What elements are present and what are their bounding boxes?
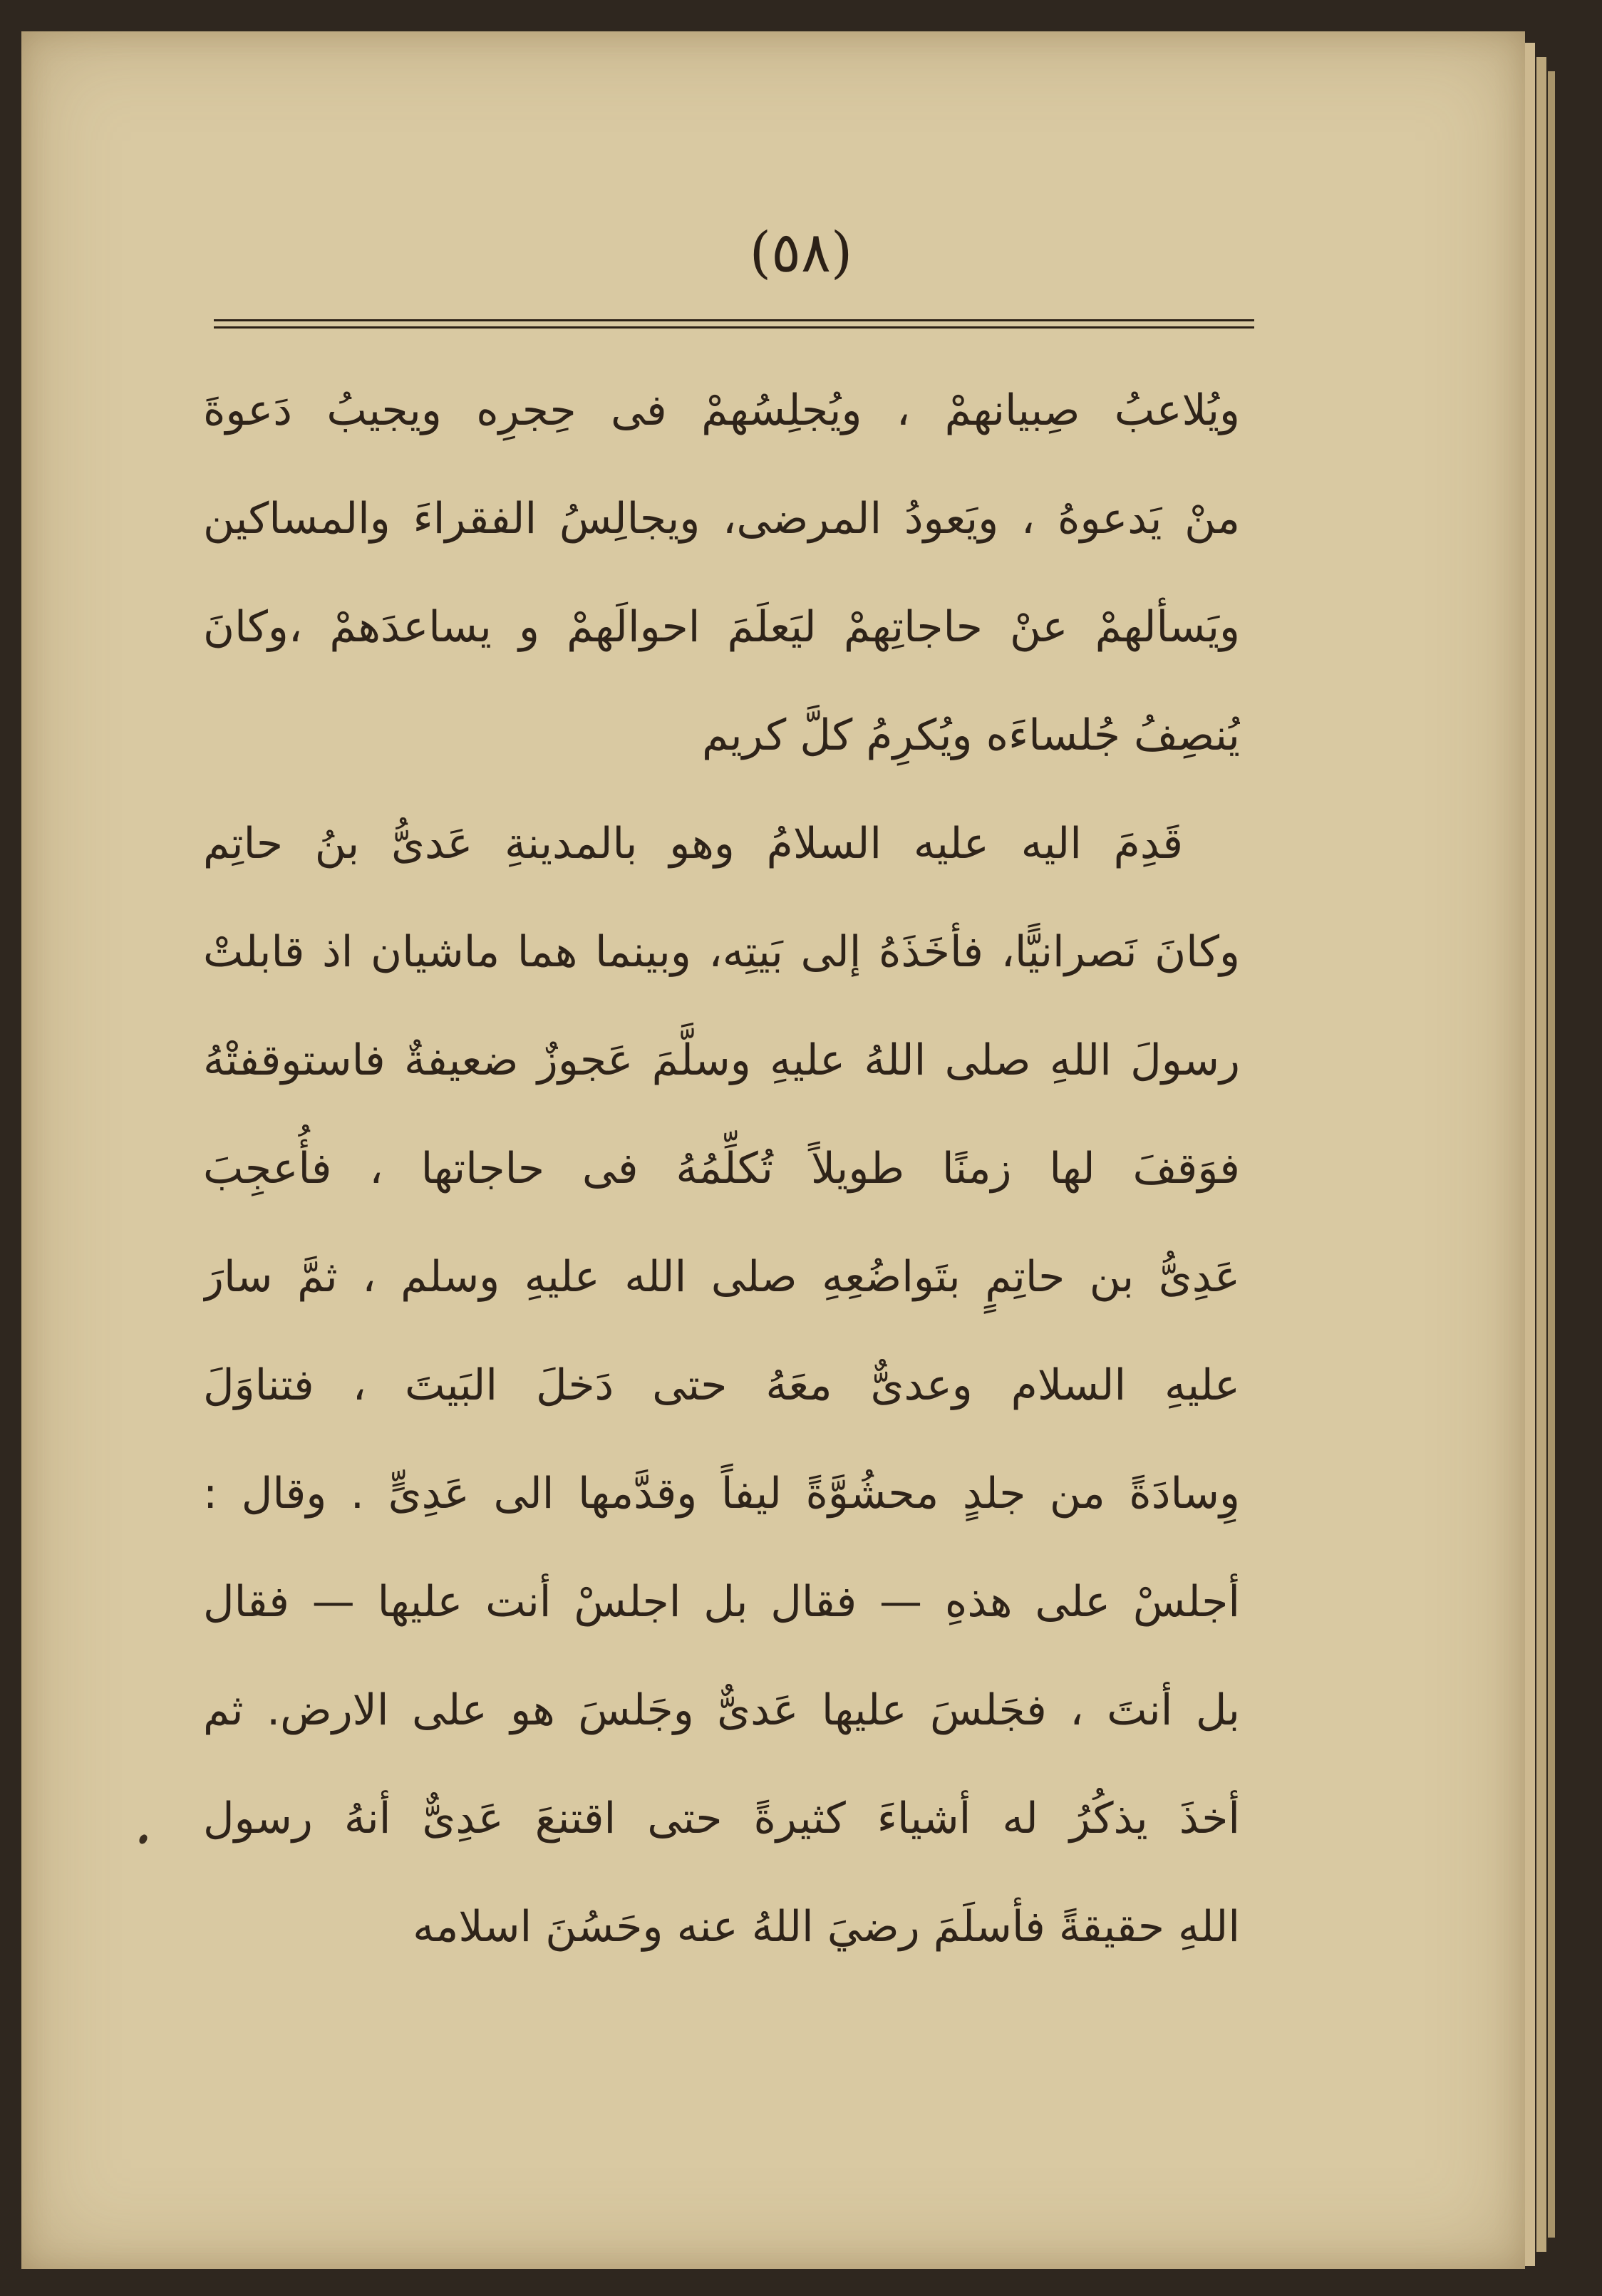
text-line: عَدِىُّ بن حاتِمٍ بتَواضُعِهِ صلى الله عليهِ وسلم ، ثمَّ سارَ <box>203 1252 1240 1302</box>
text-line: أخذَ يذكُرُ له أشياءَ كثيرةً حتى اقتنعَ عَدِىٌّ أنهُ رسول <box>203 1794 1240 1843</box>
text-line: اللهِ حقيقةً فأسلَمَ رضيَ اللهُ عنه وحَسُنَ اسلامه <box>413 1902 1240 1952</box>
text-line: فوَقفَ لها زمنًا طويلاً تُكلِّمُهُ فى حاجاتها ، فأُعجِبَ <box>203 1144 1240 1194</box>
text-line: وِسادَةً من جلدٍ محشُوَّةً ليفاً وقدَّمها الى عَدِىٍّ . وقال : <box>203 1469 1240 1519</box>
text-line: يُنصِفُ جُلساءَه ويُكرِمُ كلَّ كريم <box>701 710 1240 760</box>
text-line: عليهِ السلام وعدىٌّ معَهُ حتى دَخلَ البَيتَ ، فتناوَلَ <box>203 1360 1240 1410</box>
text-line: منْ يَدعوهُ ، ويَعودُ المرضى، ويجالِسُ الفقراءَ والمساكين <box>203 494 1240 544</box>
text-line: رسولَ اللهِ صلى اللهُ عليهِ وسلَّمَ عَجوزٌ ضعيفةٌ فاستوقفتْهُ <box>203 1035 1240 1085</box>
page-edge <box>1536 57 1546 2252</box>
page-edge <box>1548 71 1555 2238</box>
page-edge <box>1525 43 1535 2266</box>
text-line: ويُلاعبُ صِبيانهمْ ، ويُجلِسُهمْ فى حِجرِه ويجيبُ دَعوةَ <box>203 386 1240 435</box>
header-rule <box>214 326 1254 329</box>
paragraph-start-line: قَدِمَ اليه عليه السلامُ وهو بالمدينةِ عَدىُّ بنُ حاتِم <box>203 819 1183 869</box>
body-text <box>203 356 1240 1981</box>
text-line: أجلسْ على هذهِ — فقال بل اجلسْ أنت عليها — فقال <box>203 1577 1240 1627</box>
page-number: (٥٨) <box>749 221 853 285</box>
text-line: بل أنتَ ، فجَلسَ عليها عَدىٌّ وجَلسَ هو على الارض. ثم <box>203 1685 1240 1735</box>
header-rule <box>214 319 1254 321</box>
text-line: ويَسألهمْ عنْ حاجاتِهمْ ليَعلَمَ احوالَهمْ و يساعدَهمْ ،وكانَ <box>203 602 1240 652</box>
text-line: وكانَ نَصرانيًّا، فأخَذَهُ إلى بَيتِه، وبينما هما ماشيان اذ قابلتْ <box>203 927 1240 977</box>
